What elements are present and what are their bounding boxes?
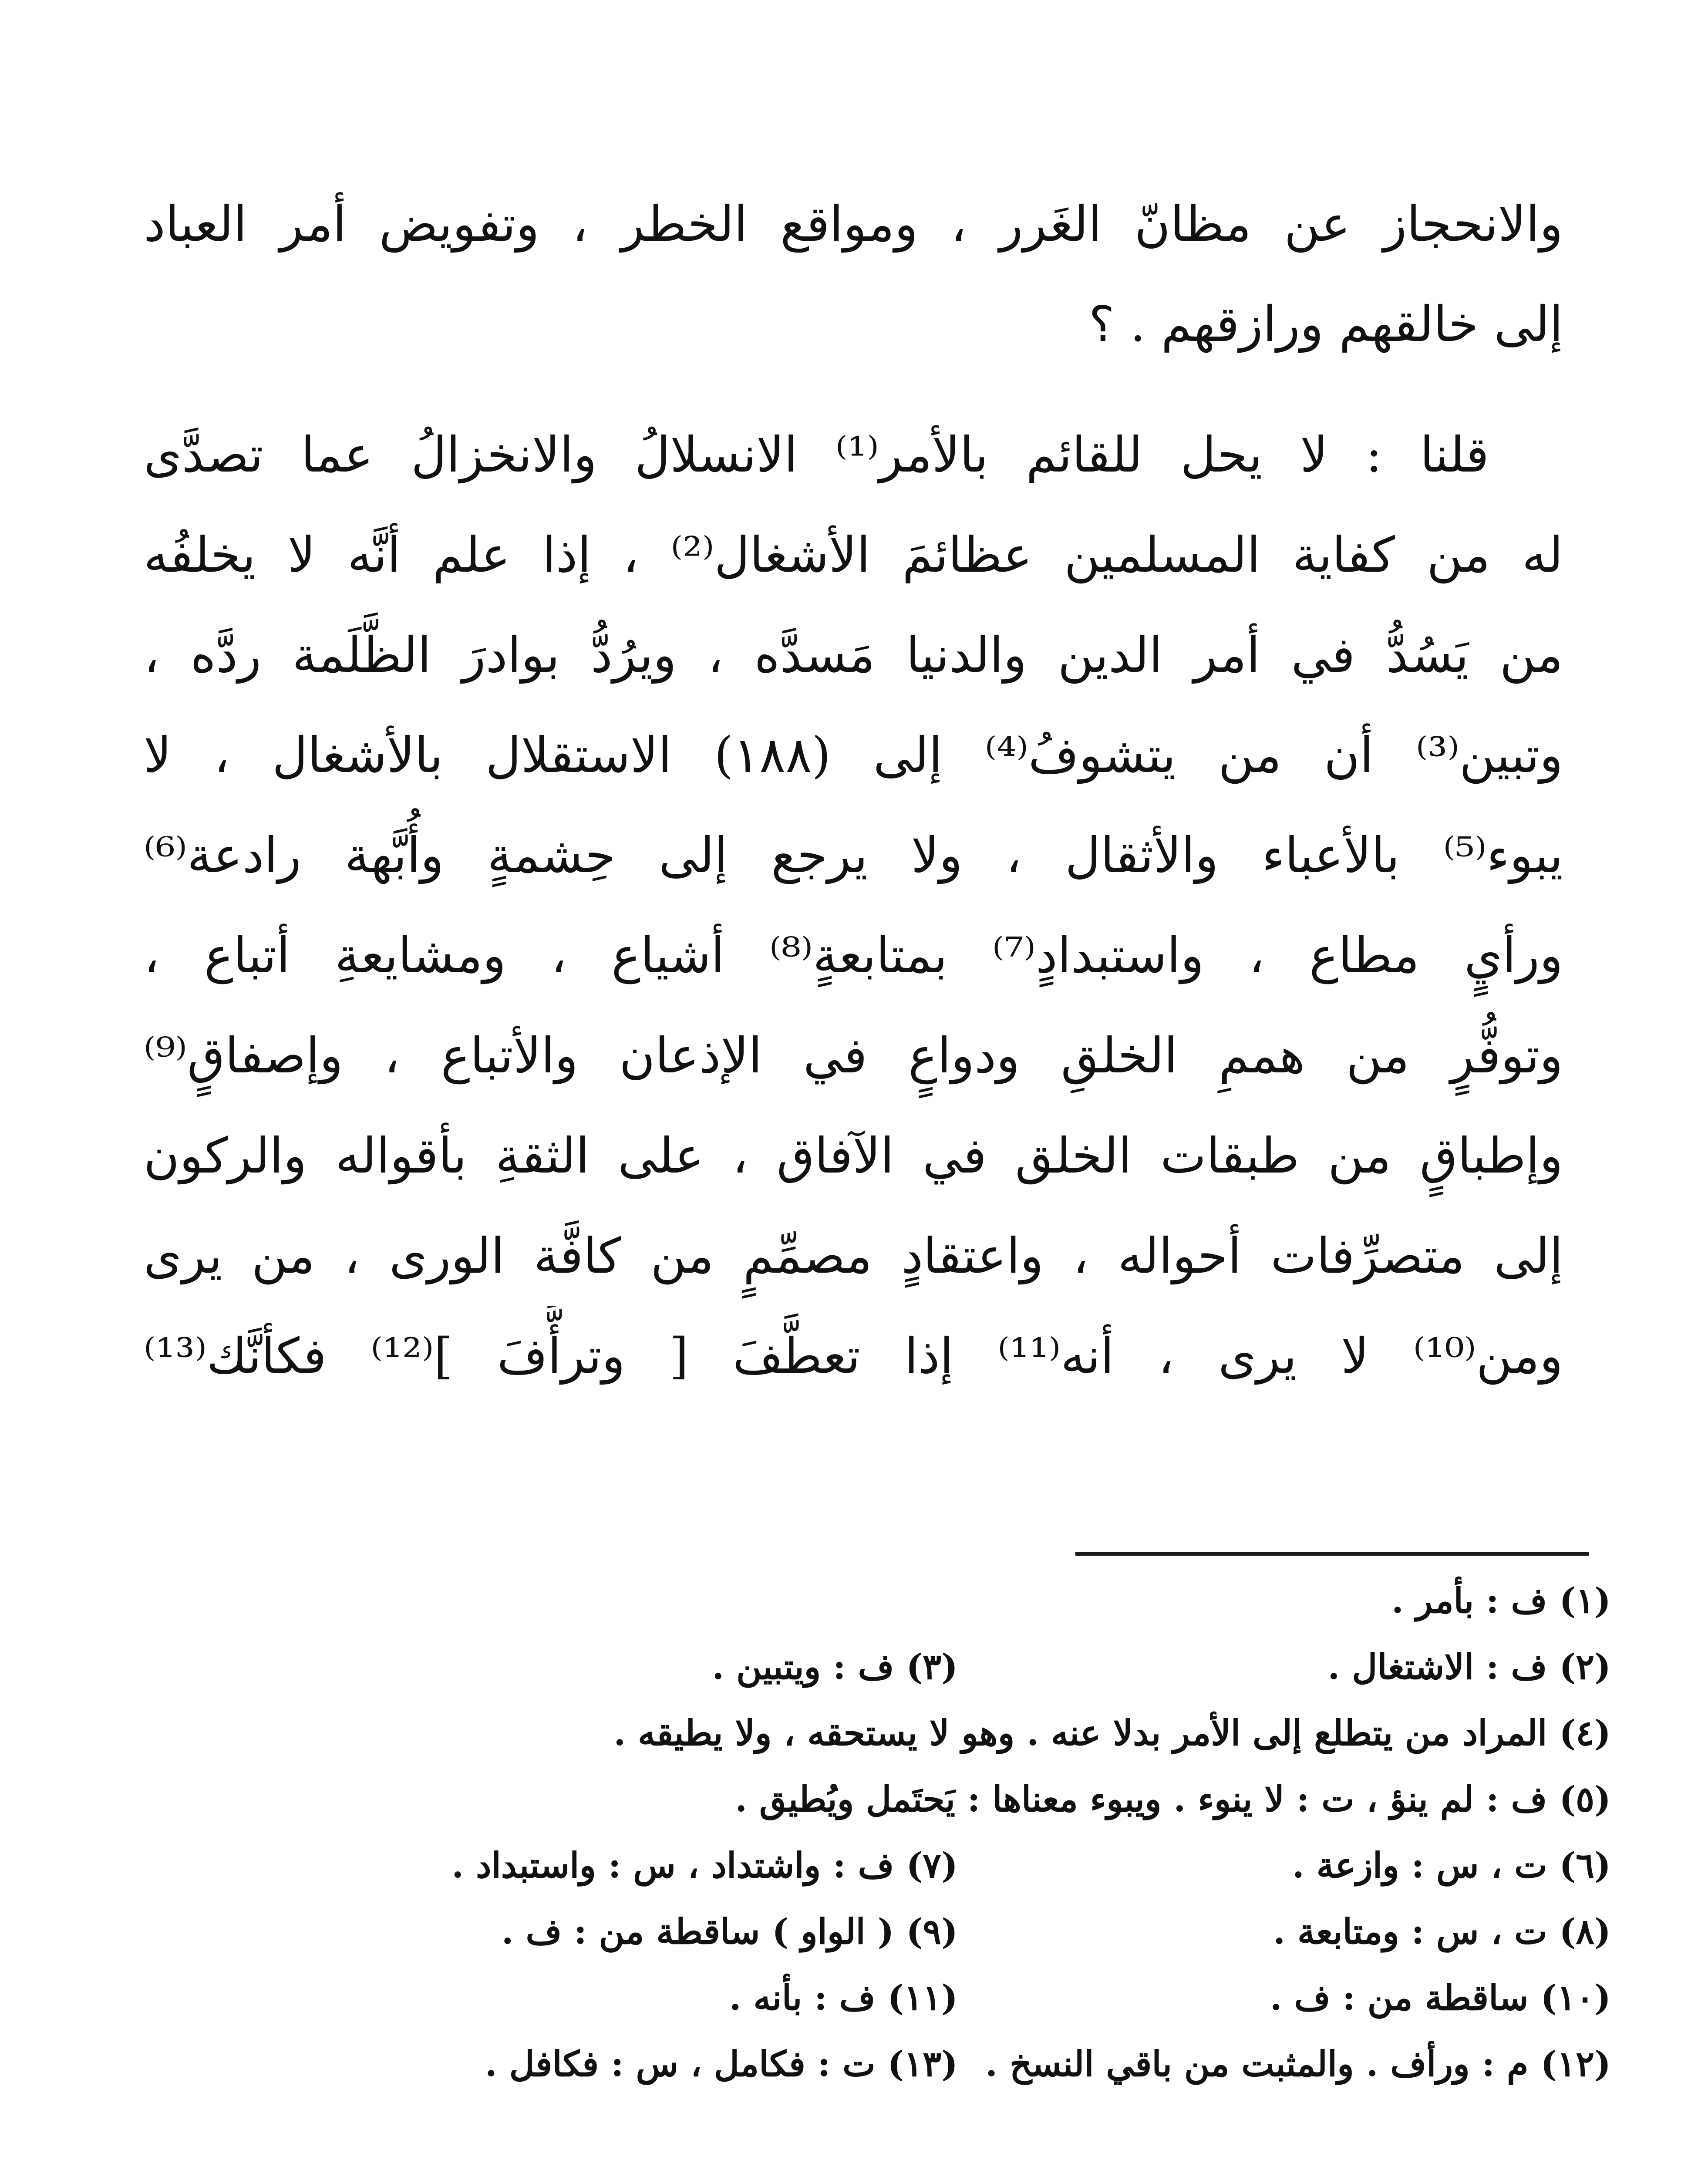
text-line: من يَسُدُّ في أمر الدين والدنيا مَسدَّه ، ويرُدُّ بوادرَ الظَّلَمة ردَّه ، bbox=[144, 627, 1563, 684]
footnote-11: (١١) ف : بأنه . bbox=[729, 1977, 958, 2018]
footnotes-block bbox=[174, 1567, 1611, 2097]
footnote-9: (٩) ( الواو ) ساقطة من : ف . bbox=[501, 1911, 958, 1952]
footnote-row bbox=[174, 1766, 1611, 1832]
footnote-1: (١) ف : بأمر . bbox=[1391, 1580, 1611, 1621]
footnote-row bbox=[174, 1634, 1611, 1700]
paragraph-gap bbox=[144, 374, 1563, 405]
footnote-row bbox=[174, 1700, 1611, 1766]
footnote-8: (٨) ت ، س : ومتابعة . bbox=[1273, 1911, 1611, 1952]
text-line: وتبين⁽³⁾ أن من يتشوفُ⁽⁴⁾ إلى (١٨٨) الاستقلال بالأشغال ، لا bbox=[144, 727, 1563, 784]
footnote-12: (١٢) م : ورأف . والمثبت من باقي النسخ . bbox=[985, 2043, 1611, 2084]
footnote-7: (٧) ف : واشتداد ، س : واستبداد . bbox=[451, 1845, 958, 1886]
text-line: إلى خالقهم ورازقهم . ؟ bbox=[1088, 296, 1563, 353]
text-line: قلنا : لا يحل للقائم بالأمر⁽¹⁾ الانسلالُ والانخزالُ عما تصدَّى bbox=[144, 427, 1489, 483]
text-line: إلى متصرِّفات أحواله ، واعتقادٍ مصمِّمٍ من كافَّة الورى ، من يرى bbox=[144, 1228, 1563, 1284]
footnote-10: (١٠) ساقطة من : ف . bbox=[1270, 1977, 1611, 2018]
footnote-13: (١٣) ت : فكامل ، س : فكافل . bbox=[485, 2043, 958, 2084]
footnote-4: (٤) المراد من يتطلع إلى الأمر بدلا عنه . وهو لا يستحقه ، ولا يطيقه . bbox=[613, 1712, 1611, 1753]
footnote-divider bbox=[1075, 1552, 1589, 1556]
text-line: وتوفُّرٍ من هممِ الخلقِ ودواعٍ في الإذعان والأتباع ، وإصفاقٍ⁽⁹⁾ bbox=[144, 1028, 1563, 1084]
text-line: والانحجاز عن مظانّ الغَرر ، ومواقع الخطر ، وتفويض أمر العباد bbox=[144, 196, 1563, 253]
footnote-row bbox=[174, 2031, 1611, 2097]
text-line: ورأيٍ مطاع ، واستبدادٍ⁽⁷⁾ بمتابعةٍ⁽⁸⁾ أشياع ، ومشايعةِ أتباع ، bbox=[144, 927, 1563, 984]
footnote-5: (٥) ف : لم ينؤ ، ت : لا ينوء . ويبوء معناها : يَحتَمل ويُطيق . bbox=[735, 1779, 1611, 1820]
footnote-row bbox=[174, 1898, 1611, 1965]
text-line: له من كفاية المسلمين عظائمَ الأشغال⁽²⁾ ، إذا علم أنَّه لا يخلفُه bbox=[144, 527, 1563, 583]
footnote-row bbox=[174, 1965, 1611, 2031]
footnote-2: (٢) ف : الاشتغال . bbox=[1327, 1646, 1611, 1687]
text-line: يبوء⁽⁵⁾ بالأعباء والأثقال ، ولا يرجع إلى حِشمةٍ وأُبَّهة رادعة⁽⁶⁾ bbox=[144, 827, 1563, 884]
text-line: وإطباقٍ من طبقات الخلق في الآفاق ، على الثقةِ بأقواله والركون bbox=[144, 1128, 1563, 1184]
text-line: ومن⁽¹⁰⁾ لا يرى ، أنه⁽¹¹⁾ إذا تعطَّفَ [ وترأَّفَ ]⁽¹²⁾ فكأنَّك⁽¹³⁾ bbox=[144, 1328, 1563, 1385]
footnote-row bbox=[174, 1567, 1611, 1634]
main-text-block bbox=[144, 174, 1563, 1406]
footnote-3: (٣) ف : ويتبين . bbox=[712, 1646, 958, 1687]
footnote-6: (٦) ت ، س : وازعة . bbox=[1292, 1845, 1611, 1886]
footnote-row bbox=[174, 1832, 1611, 1898]
